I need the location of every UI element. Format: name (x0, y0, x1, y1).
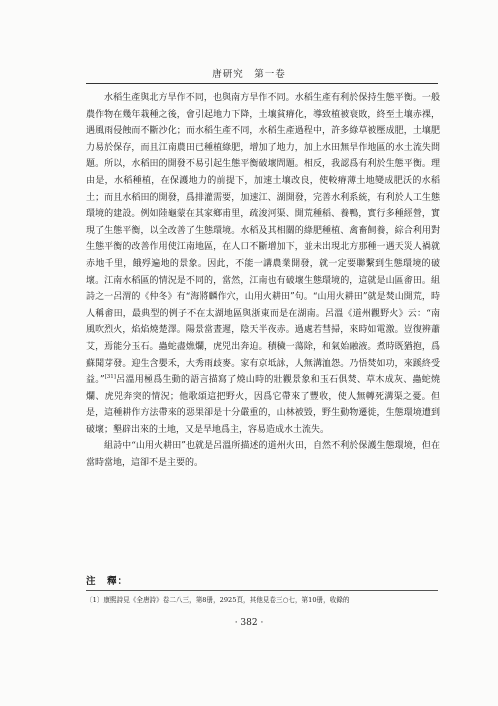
paragraph (86, 90, 440, 438)
notes-rule (86, 590, 438, 591)
paragraph-text: 水稻生產與北方旱作不同，也與南方旱作不同。水稻生產有利於保持生態平衡。一般農作物在幾年栽種之後，會引起地力下降，土壤貧瘠化，導致植被衰敗，終至土壤赤裸，遇風雨侵蝕而不斷沙化；而水稻生產不同，水稻生產過程中，許多綠草被壓成肥，土壤肥力易於保存，而且江南農田已種植綠肥，增加了地力，加上水田無旱作地區的水土流失問題。所以，水稻田的開發不易引起生態平衡破壞問題。相反，我認爲有利於生態平衡。理由是，水稻種植，在保護地力的前提下，加速土壤改良，使較瘠薄土地變成肥沃的水稻土；而且水稻田的開發，爲排灌需要，加速江、湖開發，完善水利系統，有利於人工生態環境的建設。例如陸龜蒙在其家鄉甫里，疏浚河渠、開荒種稻、養鴨，實行多種經營，實現了生態平衡，以全改善了生態環境。水稻及其相關的綠肥種植、禽畜飼養，綜合利用對生態平衡的改善作用使江南地區，在人口不斷增加下，並未出現北方那種一遇天災人禍就赤地千里，餓殍遍地的景象。因此，不能一講農業開發，就一定要聯繫到生態環境的破壞。江南水稻區的情況是不同的，當然，江南也有破壞生態環境的，這就是山區畬田。組詩之一呂渭的《仲冬》有“海將麟作穴，山用火耕田”句。“山用火耕田”就是焚山開荒，時人稱畬田，最典型的例子不在太湖地區與浙東而是在湖南。呂溫《道州觀野火》云：“南風吹烈火，焰焰燒楚澤。陽景當晝遲，陰天半夜赤。過處若彗掃，來時如電激。豈復辨蕭艾，焉能分玉石。蟲蛇盡燋爛，虎兕出奔迫。積穢一蕩除，和氣始融液。煮時既猶抱，爲蘇聞芽發。迎生含嬰禾，大秀雨歧麥。家有京坻詠，人無溝洫怨。乃悟焚如功，來蹊終受益。” (86, 93, 440, 386)
header-rule (86, 83, 438, 84)
footnote-marker: [31] (104, 374, 116, 381)
paragraph: 組詩中“山用火耕田”也就是呂溫所描述的道州火田，自然不利於保護生態環境，但在當時當地，這卻不是主要的。 (86, 441, 440, 469)
body-text (86, 90, 440, 472)
running-header: 唐研究 第一卷 (212, 69, 286, 80)
footnote-item: 〔1〕康熙詩見《全唐詩》卷二八三，第8册，2925頁，其他見卷三○七，第10册，收錄的 (86, 596, 350, 604)
page-number: · 382 · (234, 618, 264, 628)
paragraph-text: 呂溫用極爲生動的語言描寫了燒山時的壯觀景象和玉石俱焚、草木成灰、蟲蛇燒爛、虎兕奔突的情況；他歌頌這把野火，因爲它帶來了豐收，使人無轉死溝渠之憂。但是，這種耕作方法帶來的惡果卻是十分嚴重的，山林被毀，野生動物遷徙，生態環境遭到破壞；墾辟出來的土地，又是旱地爲主，容易造成水土流失。 (86, 375, 440, 435)
notes-label: 注 釋： (86, 576, 129, 587)
